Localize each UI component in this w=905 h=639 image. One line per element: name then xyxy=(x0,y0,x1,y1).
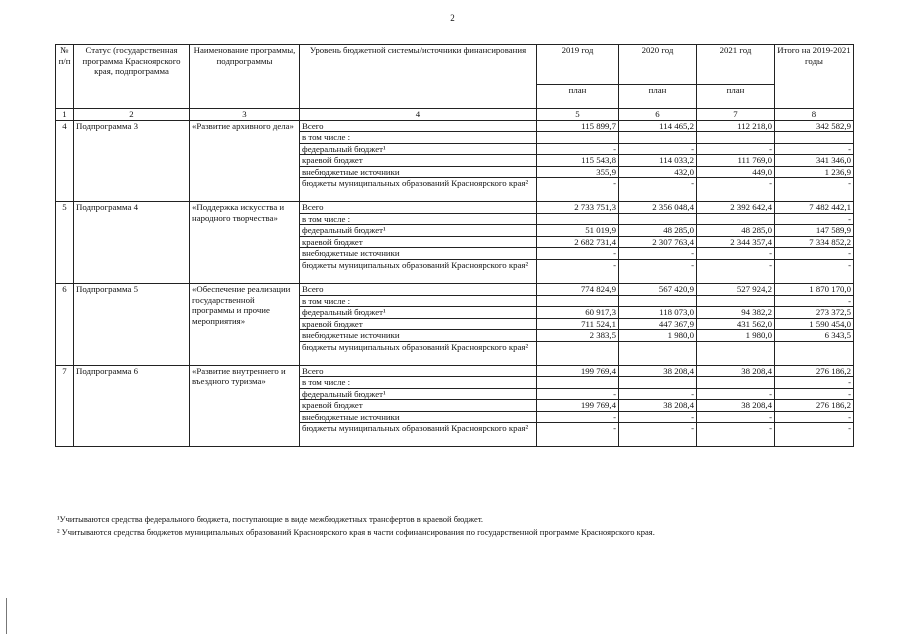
value-v2020 xyxy=(619,132,697,144)
value-v2019: 115 543,8 xyxy=(537,155,619,167)
column-number: 7 xyxy=(697,109,775,121)
source-label: Всего xyxy=(300,120,537,132)
value-total: 342 582,9 xyxy=(775,120,854,132)
value-v2021: - xyxy=(697,260,775,284)
value-v2021: 2 392 642,4 xyxy=(697,202,775,214)
header-number: № п/п xyxy=(56,45,74,109)
financing-table xyxy=(55,44,854,447)
scan-margin-line xyxy=(6,598,7,634)
value-v2020 xyxy=(619,341,697,365)
footnote-municipal: ² Учитываются средства бюджетов муниципальных образований Красноярского края в части софинансирования по государственной программе Красноярского края. xyxy=(57,527,655,537)
value-v2020: 48 285,0 xyxy=(619,225,697,237)
value-total: - xyxy=(775,423,854,447)
column-number: 4 xyxy=(300,109,537,121)
header-source: Уровень бюджетной системы/источники финансирования xyxy=(300,45,537,109)
source-label: федеральный бюджет¹ xyxy=(300,143,537,155)
value-v2019 xyxy=(537,132,619,144)
value-v2019: 60 917,3 xyxy=(537,307,619,319)
source-label: в том числе : xyxy=(300,295,537,307)
value-v2019: - xyxy=(537,260,619,284)
row-program-name: «Поддержка искусства и народного творчества» xyxy=(190,202,300,284)
value-v2020: 1 980,0 xyxy=(619,330,697,342)
source-label: бюджеты муниципальных образований Красноярского края² xyxy=(300,178,537,202)
page-number: 2 xyxy=(450,13,455,23)
source-label: краевой бюджет xyxy=(300,400,537,412)
row-program-name: «Развитие внутреннего и въездного туризма» xyxy=(190,365,300,447)
value-v2021: 48 285,0 xyxy=(697,225,775,237)
value-total: 341 346,0 xyxy=(775,155,854,167)
value-v2020: 38 208,4 xyxy=(619,400,697,412)
value-total: - xyxy=(775,411,854,423)
value-total: 1 590 454,0 xyxy=(775,318,854,330)
value-v2020 xyxy=(619,377,697,389)
row-number: 6 xyxy=(56,284,74,366)
value-v2021: - xyxy=(697,143,775,155)
column-number: 3 xyxy=(190,109,300,121)
source-label: Всего xyxy=(300,202,537,214)
row-status: Подпрограмма 4 xyxy=(74,202,190,284)
value-v2019: 51 019,9 xyxy=(537,225,619,237)
row-number: 4 xyxy=(56,120,74,202)
value-v2021: 112 218,0 xyxy=(697,120,775,132)
value-total: - xyxy=(775,388,854,400)
value-v2020: 38 208,4 xyxy=(619,365,697,377)
value-v2020: - xyxy=(619,388,697,400)
value-v2020: 118 073,0 xyxy=(619,307,697,319)
footnote-federal: ¹Учитываются средства федерального бюджета, поступающие в виде межбюджетных трансфертов в краевой бюджет. xyxy=(57,514,484,524)
table-row xyxy=(56,120,854,132)
value-total: 1 236,9 xyxy=(775,166,854,178)
value-v2019: 711 524,1 xyxy=(537,318,619,330)
header-plan-2021: план xyxy=(697,85,775,109)
value-total xyxy=(775,341,854,365)
value-total: - xyxy=(775,295,854,307)
value-v2021 xyxy=(697,377,775,389)
value-v2020: 2 307 763,4 xyxy=(619,236,697,248)
source-label: бюджеты муниципальных образований Красноярского края² xyxy=(300,260,537,284)
value-v2019 xyxy=(537,213,619,225)
table-row xyxy=(56,202,854,214)
value-v2021 xyxy=(697,341,775,365)
value-v2019: - xyxy=(537,411,619,423)
value-v2019: 2 733 751,3 xyxy=(537,202,619,214)
row-status: Подпрограмма 5 xyxy=(74,284,190,366)
value-v2019: 199 769,4 xyxy=(537,400,619,412)
value-v2019: 115 899,7 xyxy=(537,120,619,132)
value-v2019: 2 383,5 xyxy=(537,330,619,342)
value-total: - xyxy=(775,213,854,225)
value-v2021: 94 382,2 xyxy=(697,307,775,319)
value-total: - xyxy=(775,143,854,155)
value-v2019: - xyxy=(537,248,619,260)
column-number: 1 xyxy=(56,109,74,121)
value-v2019: - xyxy=(537,178,619,202)
source-label: в том числе : xyxy=(300,213,537,225)
value-v2019: - xyxy=(537,388,619,400)
value-v2020: - xyxy=(619,248,697,260)
value-v2020: - xyxy=(619,178,697,202)
column-number: 5 xyxy=(537,109,619,121)
value-v2020: 114 033,2 xyxy=(619,155,697,167)
value-total: 6 343,5 xyxy=(775,330,854,342)
value-v2020 xyxy=(619,295,697,307)
value-v2020: - xyxy=(619,423,697,447)
source-label: краевой бюджет xyxy=(300,155,537,167)
value-v2021: 111 769,0 xyxy=(697,155,775,167)
value-v2021: 2 344 357,4 xyxy=(697,236,775,248)
value-v2019 xyxy=(537,295,619,307)
header-plan-2019: план xyxy=(537,85,619,109)
value-v2020 xyxy=(619,213,697,225)
row-program-name: «Обеспечение реализации государственной программы и прочие мероприятия» xyxy=(190,284,300,366)
row-number: 7 xyxy=(56,365,74,447)
row-status: Подпрограмма 3 xyxy=(74,120,190,202)
source-label: Всего xyxy=(300,365,537,377)
source-label: внебюджетные источники xyxy=(300,330,537,342)
value-v2019: 2 682 731,4 xyxy=(537,236,619,248)
source-label: бюджеты муниципальных образований Красноярского края² xyxy=(300,423,537,447)
row-number: 5 xyxy=(56,202,74,284)
value-v2021 xyxy=(697,295,775,307)
header-total: Итого на 2019-2021 годы xyxy=(775,45,854,109)
value-v2021 xyxy=(697,213,775,225)
value-v2020: 447 367,9 xyxy=(619,318,697,330)
value-v2019: 774 824,9 xyxy=(537,284,619,296)
value-total: 276 186,2 xyxy=(775,400,854,412)
value-v2021: - xyxy=(697,411,775,423)
header-name: Наименование программы, подпрограммы xyxy=(190,45,300,109)
value-v2019: 199 769,4 xyxy=(537,365,619,377)
source-label: краевой бюджет xyxy=(300,236,537,248)
value-v2021: 38 208,4 xyxy=(697,400,775,412)
value-v2019: - xyxy=(537,143,619,155)
source-label: федеральный бюджет¹ xyxy=(300,388,537,400)
value-v2020: - xyxy=(619,143,697,155)
source-label: бюджеты муниципальных образований Красноярского края² xyxy=(300,341,537,365)
header-status: Статус (государственная программа Красноярского края, подпрограмма xyxy=(74,45,190,109)
header-2021: 2021 год xyxy=(697,45,775,85)
row-program-name: «Развитие архивного дела» xyxy=(190,120,300,202)
source-label: в том числе : xyxy=(300,377,537,389)
value-v2020: - xyxy=(619,260,697,284)
value-v2019: 355,9 xyxy=(537,166,619,178)
header-plan-2020: план xyxy=(619,85,697,109)
value-v2020: 2 356 048,4 xyxy=(619,202,697,214)
value-v2021: - xyxy=(697,178,775,202)
value-v2019 xyxy=(537,341,619,365)
value-v2021: - xyxy=(697,248,775,260)
value-total: 273 372,5 xyxy=(775,307,854,319)
value-v2021: 38 208,4 xyxy=(697,365,775,377)
source-label: краевой бюджет xyxy=(300,318,537,330)
header-2019: 2019 год xyxy=(537,45,619,85)
value-total: 7 482 442,1 xyxy=(775,202,854,214)
value-v2020: 114 465,2 xyxy=(619,120,697,132)
source-label: внебюджетные источники xyxy=(300,411,537,423)
value-total: - xyxy=(775,260,854,284)
value-v2021 xyxy=(697,132,775,144)
table-row xyxy=(56,284,854,296)
value-v2020: 567 420,9 xyxy=(619,284,697,296)
value-v2021: 431 562,0 xyxy=(697,318,775,330)
row-status: Подпрограмма 6 xyxy=(74,365,190,447)
value-total: 1 870 170,0 xyxy=(775,284,854,296)
value-v2020: 432,0 xyxy=(619,166,697,178)
value-total: 7 334 852,2 xyxy=(775,236,854,248)
header-2020: 2020 год xyxy=(619,45,697,85)
value-v2021: 527 924,2 xyxy=(697,284,775,296)
value-v2021: - xyxy=(697,388,775,400)
value-v2021: - xyxy=(697,423,775,447)
source-label: Всего xyxy=(300,284,537,296)
source-label: внебюджетные источники xyxy=(300,248,537,260)
table-row xyxy=(56,365,854,377)
value-v2021: 449,0 xyxy=(697,166,775,178)
value-total: - xyxy=(775,248,854,260)
value-v2020: - xyxy=(619,411,697,423)
value-total xyxy=(775,132,854,144)
value-v2019 xyxy=(537,377,619,389)
source-label: федеральный бюджет¹ xyxy=(300,225,537,237)
value-total: 276 186,2 xyxy=(775,365,854,377)
value-v2019: - xyxy=(537,423,619,447)
column-number: 6 xyxy=(619,109,697,121)
value-total: - xyxy=(775,178,854,202)
value-total: - xyxy=(775,377,854,389)
source-label: внебюджетные источники xyxy=(300,166,537,178)
value-total: 147 589,9 xyxy=(775,225,854,237)
source-label: в том числе : xyxy=(300,132,537,144)
source-label: федеральный бюджет¹ xyxy=(300,307,537,319)
column-number: 2 xyxy=(74,109,190,121)
value-v2021: 1 980,0 xyxy=(697,330,775,342)
column-number: 8 xyxy=(775,109,854,121)
